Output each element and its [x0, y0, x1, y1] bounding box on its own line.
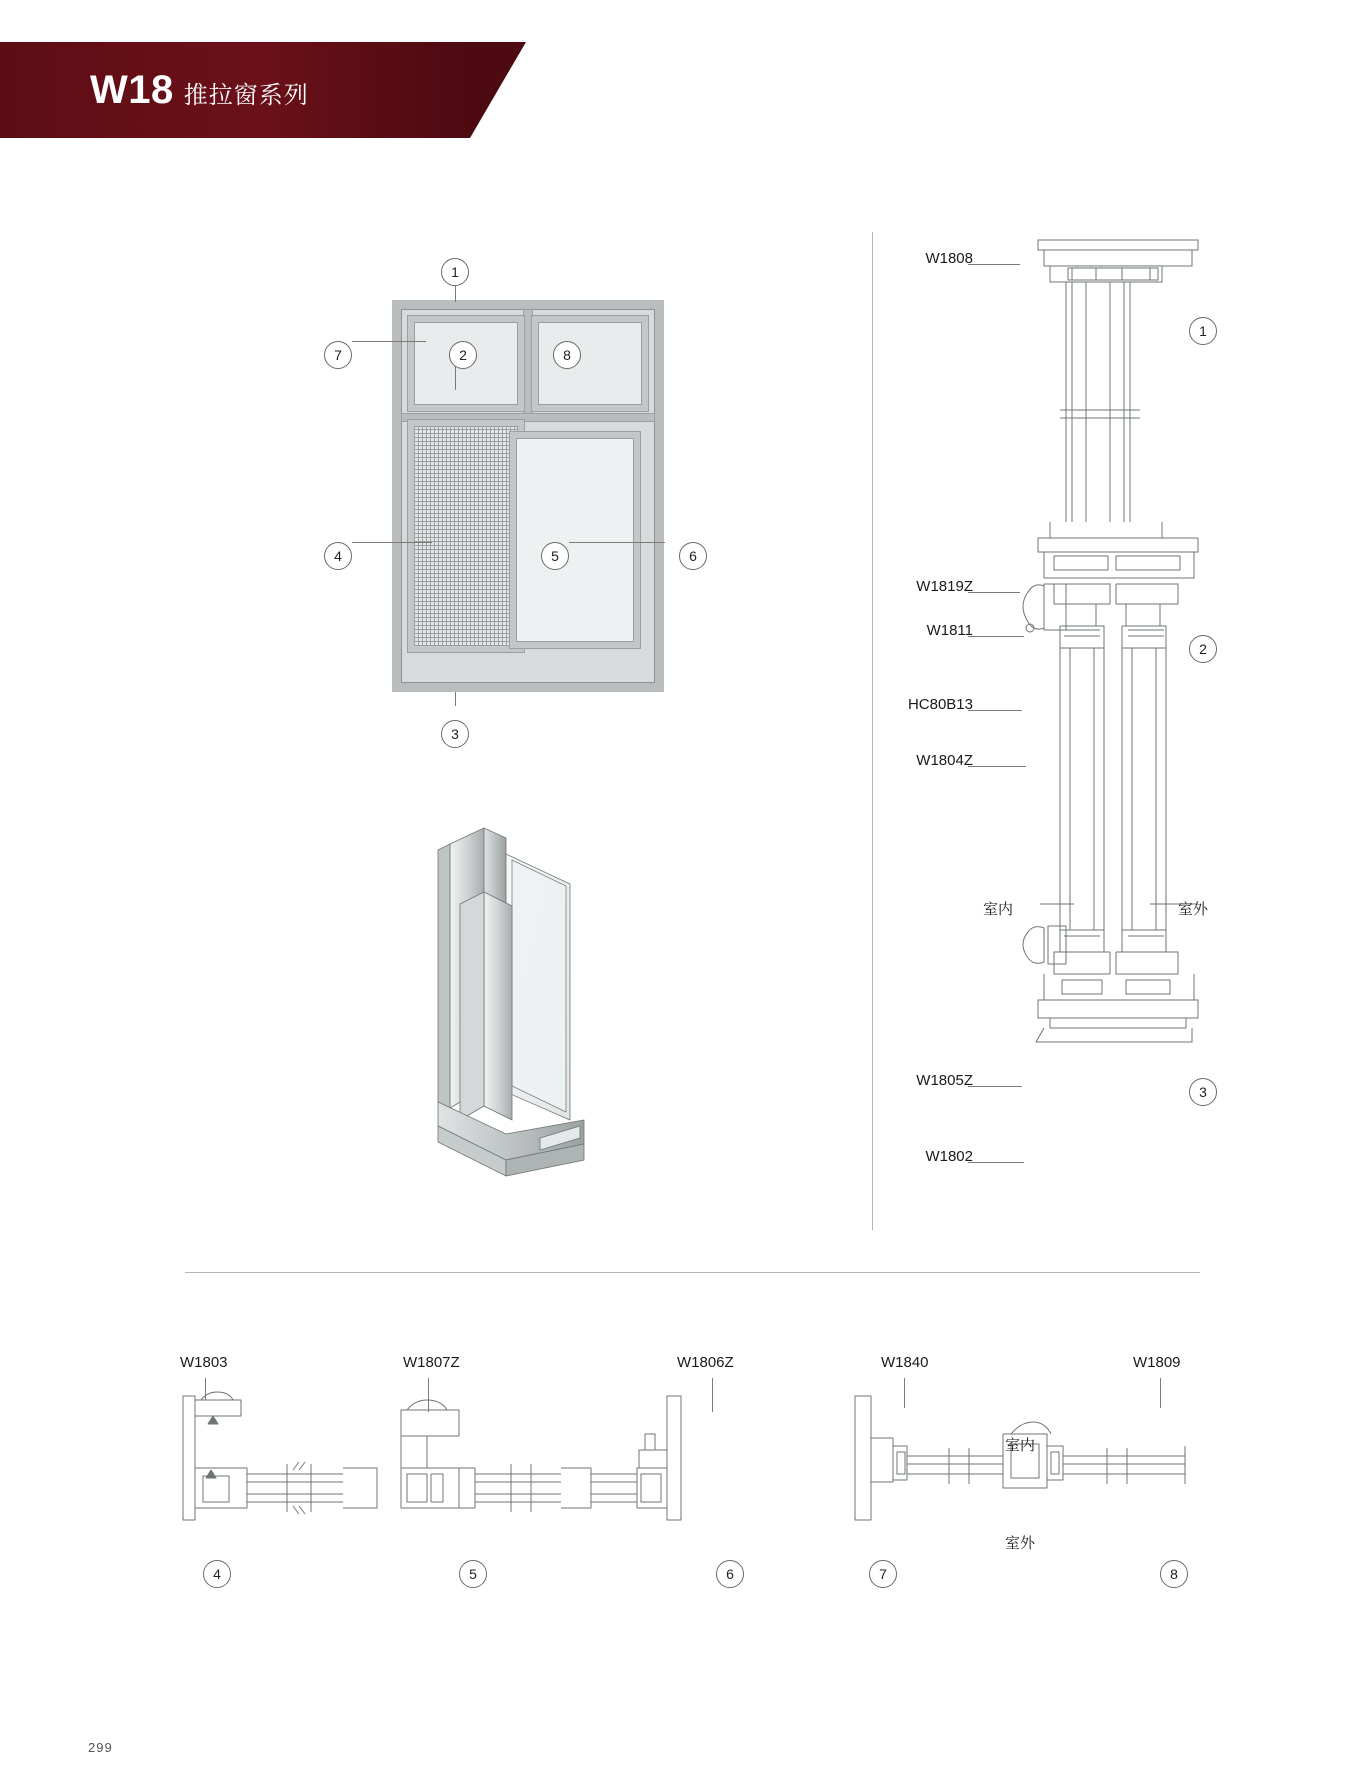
leader-line-6	[569, 542, 665, 543]
leader-w1808	[968, 264, 1020, 265]
sliding-sash	[510, 432, 640, 648]
leader-w1807z	[428, 1378, 429, 1412]
leader-w1809	[1160, 1378, 1161, 1408]
label-w1811: W1811	[926, 622, 973, 639]
leader-w1802	[968, 1162, 1024, 1163]
horizontal-section-left-group	[175, 1390, 755, 1540]
leader-w1811	[968, 636, 1024, 637]
leader-w1804z	[968, 766, 1026, 767]
label-w1805z: W1805Z	[916, 1072, 973, 1089]
fixed-pane-upper-right	[532, 316, 648, 411]
label-w1809: W1809	[1133, 1354, 1181, 1371]
callout-8[interactable]: 8	[553, 341, 581, 369]
callout-5[interactable]: 5	[541, 542, 569, 570]
section-callout-7[interactable]: 7	[869, 1560, 897, 1588]
horizontal-section-right-group	[845, 1390, 1205, 1540]
label-hc80b13: HC80B13	[907, 696, 973, 713]
leader-line-4	[352, 542, 432, 543]
section-callout-5[interactable]: 5	[459, 1560, 487, 1588]
leader-w1840	[904, 1378, 905, 1408]
label-w1802: W1802	[925, 1148, 973, 1165]
product-series-name: 推拉窗系列	[183, 81, 309, 109]
callout-4[interactable]: 4	[324, 542, 352, 570]
window-elevation-drawing	[392, 300, 664, 692]
leader-w1806z	[712, 1378, 713, 1412]
page-title	[90, 68, 309, 113]
label-w1840: W1840	[881, 1354, 929, 1371]
label-indoor-horizontal: 室内	[1005, 1437, 1036, 1454]
page-header-banner	[0, 42, 470, 138]
label-w1819z: W1819Z	[916, 578, 973, 595]
label-outdoor-horizontal: 室外	[1005, 1535, 1036, 1552]
section-callout-2[interactable]: 2	[1189, 635, 1217, 663]
corner-assembly-3d-render	[420, 820, 640, 1190]
section-callout-8[interactable]: 8	[1160, 1560, 1188, 1588]
callout-7[interactable]: 7	[324, 341, 352, 369]
leader-line-3	[455, 692, 456, 706]
label-w1806z: W1806Z	[677, 1354, 734, 1371]
callout-2[interactable]: 2	[449, 341, 477, 369]
insect-screen-sash	[408, 420, 524, 652]
label-w1804z: W1804Z	[916, 752, 973, 769]
callout-6[interactable]: 6	[679, 542, 707, 570]
leader-line-7	[352, 341, 426, 342]
page-number: 299	[88, 1740, 113, 1755]
section-callout-6[interactable]: 6	[716, 1560, 744, 1588]
label-w1807z: W1807Z	[403, 1354, 460, 1371]
label-outdoor-vertical: 室外	[1178, 901, 1209, 918]
label-w1803: W1803	[180, 1354, 228, 1371]
label-indoor-vertical: 室内	[983, 901, 1014, 918]
callout-3[interactable]: 3	[441, 720, 469, 748]
section-callout-4[interactable]: 4	[203, 1560, 231, 1588]
leader-w1803	[205, 1378, 206, 1400]
section-callout-1[interactable]: 1	[1189, 317, 1217, 345]
product-code: W18	[90, 67, 174, 112]
vertical-divider	[872, 232, 873, 1230]
leader-w1805z	[968, 1086, 1022, 1087]
callout-1[interactable]: 1	[441, 258, 469, 286]
leader-w1819z	[968, 592, 1020, 593]
horizontal-divider	[185, 1272, 1200, 1273]
section-callout-3[interactable]: 3	[1189, 1078, 1217, 1106]
leader-hc80b13	[968, 710, 1022, 711]
label-w1808: W1808	[925, 250, 973, 267]
